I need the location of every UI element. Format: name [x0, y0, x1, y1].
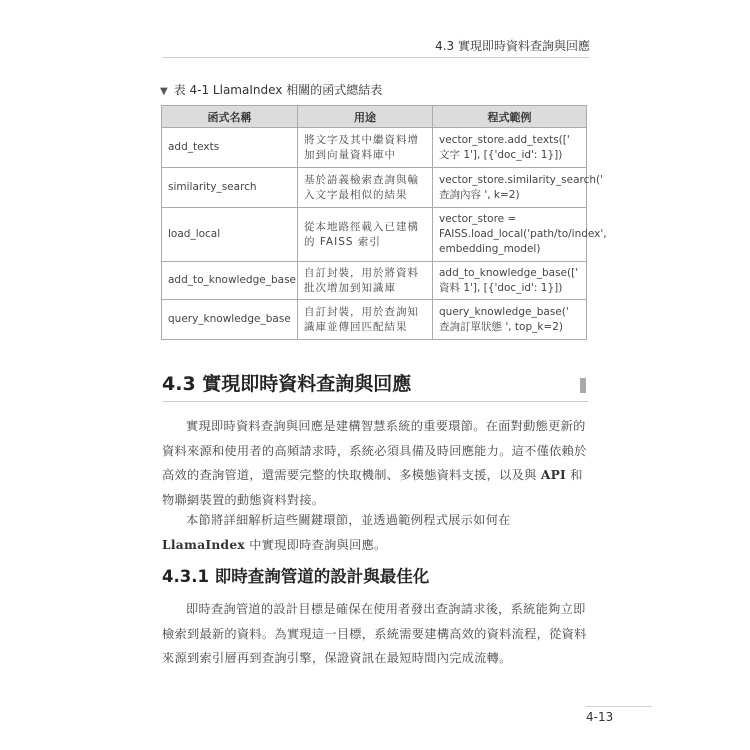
subsection-heading: 4.3.1 即時查詢管道的設計與最佳化	[162, 567, 430, 586]
table-row	[162, 128, 587, 168]
cell-function-name: query_knowledge_base	[162, 300, 298, 340]
paragraph-text: 本節將詳細解析這些關鍵環節，並透過範例程式展示如何在	[186, 513, 511, 527]
section-heading	[162, 370, 588, 402]
cell-function-name: similarity_search	[162, 168, 298, 208]
table-caption	[160, 82, 382, 100]
cell-purpose: 基於語義檢索查詢與輸入文字最相似的結果	[298, 168, 433, 208]
table-caption-text: 表 4-1 LlamaIndex 相關的函式總結表	[173, 83, 383, 97]
cell-function-name: load_local	[162, 208, 298, 262]
cell-function-name: add_to_knowledge_base	[162, 262, 298, 300]
paragraph-text: 和物聯網裝置的動態資料對接。	[162, 468, 583, 507]
header-example: 程式範例	[433, 106, 587, 128]
table-row	[162, 262, 587, 300]
body-paragraph	[162, 508, 588, 557]
function-summary-table	[161, 105, 607, 340]
page-number: 4-13	[586, 710, 614, 724]
table-header-row	[162, 106, 587, 128]
section-marker	[580, 378, 586, 393]
table-row	[162, 208, 587, 262]
running-head: 4.3 實現即時資料查詢與回應	[162, 36, 590, 58]
cell-example: vector_store = FAISS.load_local('path/to/index', embedding_model)	[433, 208, 587, 262]
section-heading-text: 4.3 實現即時資料查詢與回應	[162, 373, 412, 395]
cell-function-name: add_texts	[162, 128, 298, 168]
table-row	[162, 300, 587, 340]
header-function-name: 函式名稱	[162, 106, 298, 128]
paragraph-text: 實現即時資料查詢與回應是建構智慧系統的重要環節。在面對動態更新的資料來源和使用者的高頻請求時，系統必須具備及時回應能力。這不僅依賴於高效的查詢管道，還需要完整的快取機制、多模態資料支援，以及與	[162, 419, 587, 482]
footer-divider	[586, 706, 652, 707]
table-row	[162, 168, 587, 208]
header-purpose: 用途	[298, 106, 433, 128]
cell-purpose: 自訂封裝，用於查詢知識庫並傳回匹配結果	[298, 300, 433, 340]
triangle-down-icon: ▼	[160, 86, 168, 97]
body-paragraph	[162, 414, 588, 512]
cell-example: add_to_knowledge_base([' 資料 1'], [{'doc_id': 1}])	[433, 262, 587, 300]
llamaindex-term: LlamaIndex	[162, 537, 245, 552]
cell-purpose: 將文字及其中繼資料增加到向量資料庫中	[298, 128, 433, 168]
cell-purpose: 自訂封裝，用於將資料批次增加到知識庫	[298, 262, 433, 300]
cell-example: vector_store.add_texts([' 文字 1'], [{'doc_id': 1}])	[433, 128, 587, 168]
cell-example: query_knowledge_base(' 查詢訂單狀態 ', top_k=2)	[433, 300, 587, 340]
api-term: API	[540, 468, 567, 482]
body-paragraph: 即時查詢管道的設計目標是確保在使用者發出查詢請求後，系統能夠立即檢索到最新的資料。為實現這一目標，系統需要建構高效的資料流程，從資料來源到索引層再到查詢引擎，保證資訊在最短時間內完成流轉。	[162, 602, 587, 665]
cell-purpose: 從本地路徑載入已建構的 FAISS 索引	[298, 208, 433, 262]
cell-example: vector_store.similarity_search(' 查詢內容 ', k=2)	[433, 168, 587, 208]
paragraph-text: 中實現即時查詢與回應。	[249, 537, 387, 552]
